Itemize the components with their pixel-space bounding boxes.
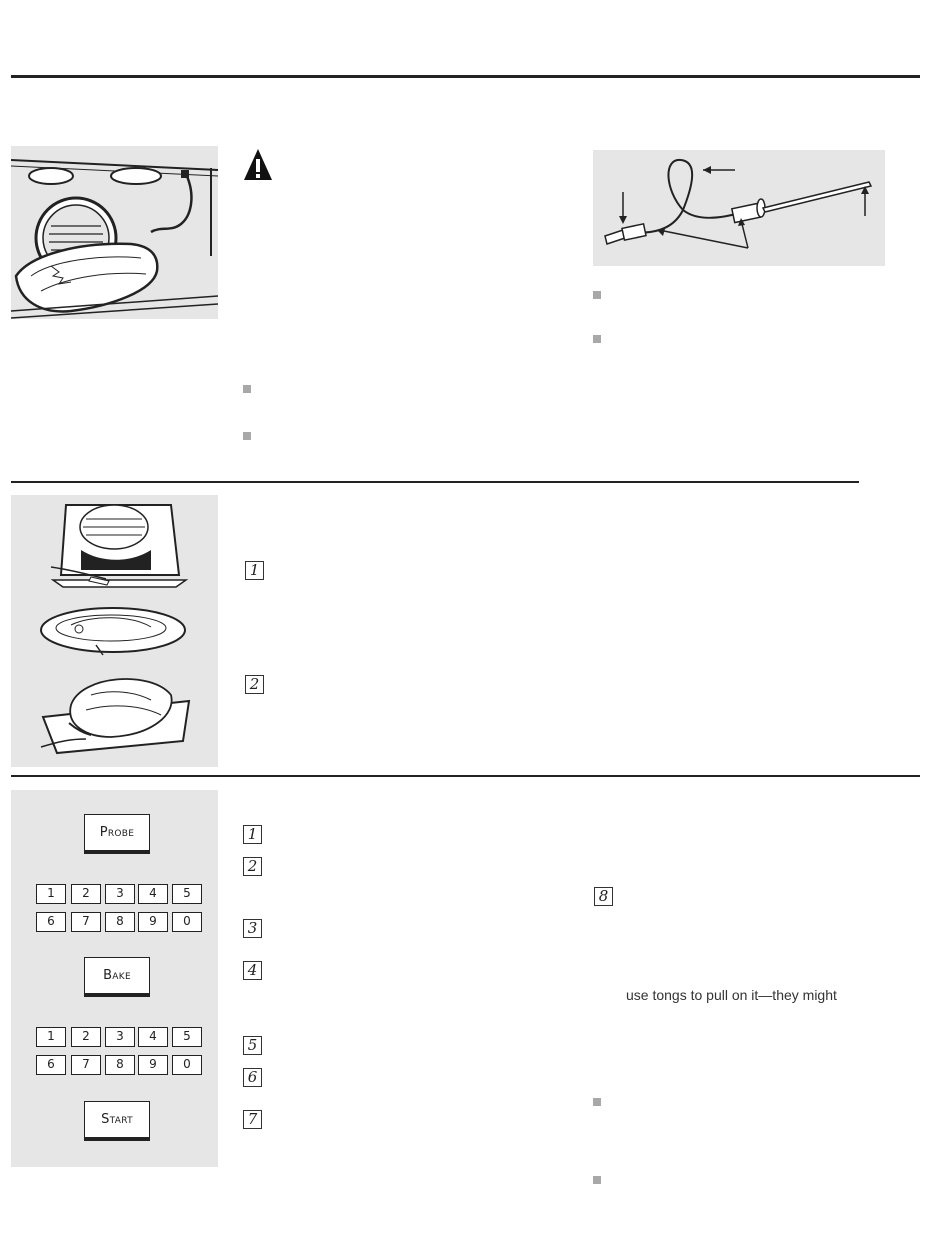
keypad-key: 6	[36, 912, 66, 932]
step-number: 3	[243, 919, 262, 938]
top-rule	[11, 75, 920, 78]
keypad-key: 2	[71, 1027, 101, 1047]
section-rule	[11, 775, 920, 777]
keypad-key: 5	[172, 1027, 202, 1047]
keypad-key: 0	[172, 912, 202, 932]
probe-key: Probe	[84, 814, 150, 854]
bullet-marker	[593, 1098, 601, 1106]
keypad-key: 0	[172, 1055, 202, 1075]
bullet-marker	[243, 385, 251, 393]
bullet-marker	[593, 1176, 601, 1184]
keypad-key: 3	[105, 884, 135, 904]
step-number: 1	[245, 561, 264, 580]
bake-key: Bake	[84, 957, 150, 997]
keypad-key: 6	[36, 1055, 66, 1075]
bullet-marker	[593, 291, 601, 299]
step-number: 8	[594, 887, 613, 906]
step-number: 4	[243, 961, 262, 980]
bullet-marker	[243, 432, 251, 440]
step-number: 5	[243, 1036, 262, 1055]
keypad-key: 8	[105, 912, 135, 932]
keypad-key: 5	[172, 884, 202, 904]
section-rule	[11, 481, 859, 483]
step-number: 1	[243, 825, 262, 844]
step8-text-fragment: use tongs to pull on it—they might	[626, 987, 837, 1003]
keypad-key: 9	[138, 1055, 168, 1075]
probe-diagram	[593, 150, 885, 266]
keypad-key: 7	[71, 1055, 101, 1075]
keypad-key: 4	[138, 884, 168, 904]
step-number: 2	[245, 675, 264, 694]
start-key: Start	[84, 1101, 150, 1141]
keypad-key: 2	[71, 884, 101, 904]
warning-triangle-icon	[243, 148, 273, 182]
oven-probe-illustration	[11, 146, 218, 319]
probe-insertion-illustrations	[11, 495, 218, 767]
keypad-key: 3	[105, 1027, 135, 1047]
keypad-key: 7	[71, 912, 101, 932]
bullet-marker	[593, 335, 601, 343]
oven-roast-drawing	[11, 146, 218, 319]
control-panel-illustration	[11, 790, 218, 1167]
keypad-key: 4	[138, 1027, 168, 1047]
keypad-key: 1	[36, 1027, 66, 1047]
keypad-key: 9	[138, 912, 168, 932]
step-number: 2	[243, 857, 262, 876]
keypad-key: 1	[36, 884, 66, 904]
step-number: 6	[243, 1068, 262, 1087]
keypad-key: 8	[105, 1055, 135, 1075]
step-number: 7	[243, 1110, 262, 1129]
